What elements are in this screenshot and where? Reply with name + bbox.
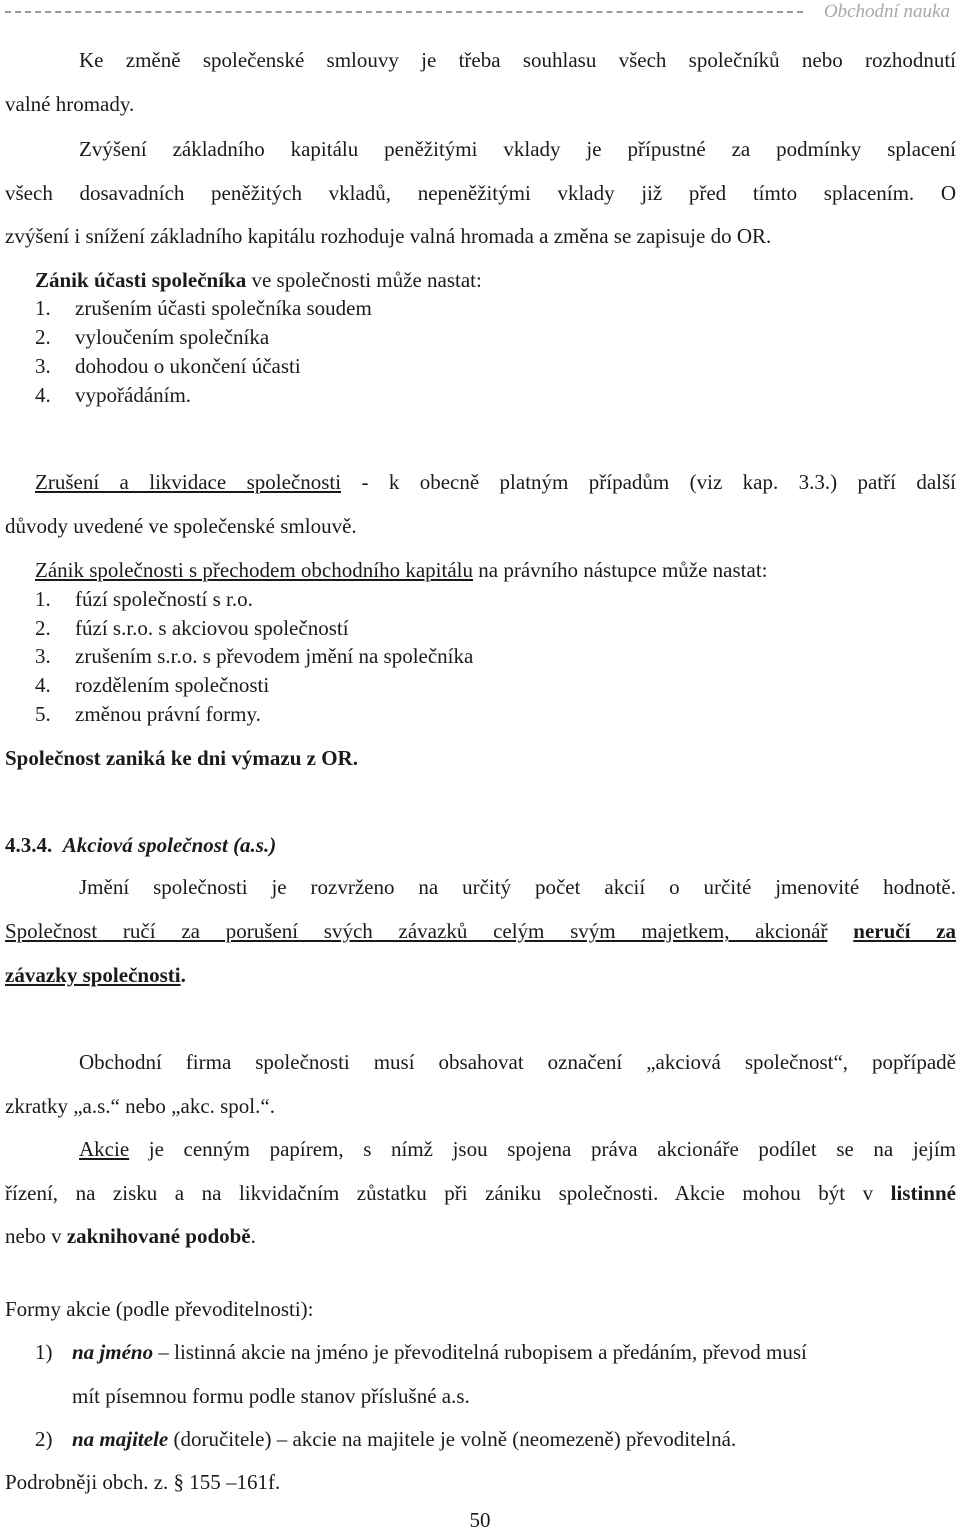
paragraph-line: valné hromady. (5, 92, 135, 116)
header-title: Obchodní nauka (823, 1, 950, 22)
paragraph-line (79, 1136, 956, 1162)
bold-underlined-text: neručí za (853, 919, 956, 943)
reference-line: Podrobněji obch. z. § 155 –161f. (5, 1470, 281, 1494)
underlined-text: Zrušení a likvidace společnosti (35, 470, 342, 494)
list-item (35, 586, 253, 612)
list-item (35, 701, 261, 727)
list-item (5, 1339, 807, 1365)
list-number: 2. (35, 616, 51, 640)
text: . (180, 963, 186, 987)
list-text: fúzí společností s r.o. (75, 587, 253, 611)
list-item (35, 382, 191, 408)
paragraph-line: Obchodní firma společnosti musí obsahovat označení „akciová společnost“, popřípadě (79, 1050, 956, 1074)
list-item-continuation: mít písemnou formu podle stanov příslušné a.s. (72, 1384, 470, 1408)
underlined-text: Zánik společnosti s přechodem obchodního kapitálu (35, 558, 473, 582)
underlined-text: Společnost ručí za porušení svých závazků celým svým majetkem, akcionář (5, 919, 828, 943)
paragraph-line (5, 918, 956, 944)
text: (doručitele) – akcie na majitele je volně (neomezeně) převoditelná. (168, 1427, 737, 1451)
paragraph-line (5, 1180, 956, 1206)
page-header (0, 0, 960, 24)
page-number: 50 (469, 1508, 491, 1532)
list-item (35, 643, 473, 669)
list-number: 1. (35, 296, 51, 320)
heading-zanik-spolecnosti (35, 557, 956, 583)
section-title: Akciová společnost (a.s.) (62, 833, 277, 857)
list-text: zrušením s.r.o. s převodem jmění na společníka (75, 644, 474, 668)
paragraph-line: zvýšení i snížení základního kapitálu rozhoduje valná hromada a změna se zapisuje do OR. (5, 224, 772, 248)
list-item (35, 615, 349, 641)
bold-italic-text: na jméno (72, 1340, 154, 1364)
paragraph-line (5, 1223, 956, 1249)
bold-text: zaknihované podobě (66, 1224, 251, 1248)
bold-text: Zánik účasti společníka (35, 268, 247, 292)
list-item (35, 353, 301, 379)
bold-statement: Společnost zaniká ke dni výmazu z OR. (5, 746, 358, 770)
paragraph-line: Ke změně společenské smlouvy je třeba souhlasu všech společníků nebo rozhodnutí (79, 48, 956, 72)
list-number: 4. (35, 673, 51, 697)
list-text: změnou právní formy. (75, 702, 261, 726)
list-number: 5. (35, 702, 51, 726)
text: – listinná akcie na jméno je převoditelná rubopisem a předáním, převod musí (153, 1340, 807, 1364)
heading-formy-akcie: Formy akcie (podle převoditelnosti): (5, 1297, 314, 1321)
text: ve společnosti může nastat: (246, 268, 482, 292)
text: nebo v (5, 1224, 67, 1248)
paragraph-line: zkratky „a.s.“ nebo „akc. spol.“. (5, 1094, 275, 1118)
list-text: zrušením účasti společníka soudem (75, 296, 372, 320)
list-text: dohodou o ukončení účasti (75, 354, 301, 378)
text: řízení, na zisku a na likvidačním zůstatku při zániku společnosti. Akcie mohou být v (5, 1181, 891, 1205)
paragraph-line: důvody uvedené ve společenské smlouvě. (5, 514, 357, 538)
list-item (35, 295, 372, 321)
bold-italic-text: na majitele (72, 1427, 169, 1451)
paragraph-line (35, 469, 956, 495)
text: na právního nástupce může nastat: (473, 558, 768, 582)
text: - k obecně platným případům (viz kap. 3.3.) patří další (341, 470, 956, 494)
text: . (250, 1224, 256, 1248)
list-number: 3. (35, 354, 51, 378)
list-text: vypořádáním. (75, 383, 192, 407)
paragraph-line: všech dosavadních peněžitých vkladů, nepeněžitými vklady již před tímto splacením. O (5, 181, 956, 205)
list-number: 1. (35, 587, 51, 611)
paragraph-line: Jmění společnosti je rozvrženo na určitý počet akcií o určité jmenovité hodnotě. (79, 875, 956, 899)
list-number: 2) (35, 1427, 53, 1451)
list-item (35, 672, 269, 698)
list-item (5, 1426, 736, 1452)
list-text: vyloučením společníka (75, 325, 270, 349)
paragraph-line (5, 962, 956, 988)
list-text: fúzí s.r.o. s akciovou společností (75, 616, 349, 640)
header-dashed-rule (5, 11, 803, 13)
section-number: 4.3.4. (5, 833, 53, 857)
bold-underlined-text: závazky společnosti (5, 963, 181, 987)
list-item (35, 324, 269, 350)
heading-zanik-ucasti (35, 267, 956, 293)
list-number: 1) (35, 1340, 53, 1364)
list-text: rozdělením společnosti (75, 673, 270, 697)
section-heading (5, 832, 956, 858)
paragraph-line: Zvýšení základního kapitálu peněžitými vklady je přípustné za podmínky splacení (79, 137, 956, 161)
bold-text: listinné (890, 1181, 956, 1205)
underlined-text: Akcie (79, 1137, 130, 1161)
text: je cenným papírem, s nímž jsou spojena práva akcionáře podílet se na jejím (129, 1137, 956, 1161)
list-number: 4. (35, 383, 51, 407)
list-number: 2. (35, 325, 51, 349)
list-number: 3. (35, 644, 51, 668)
